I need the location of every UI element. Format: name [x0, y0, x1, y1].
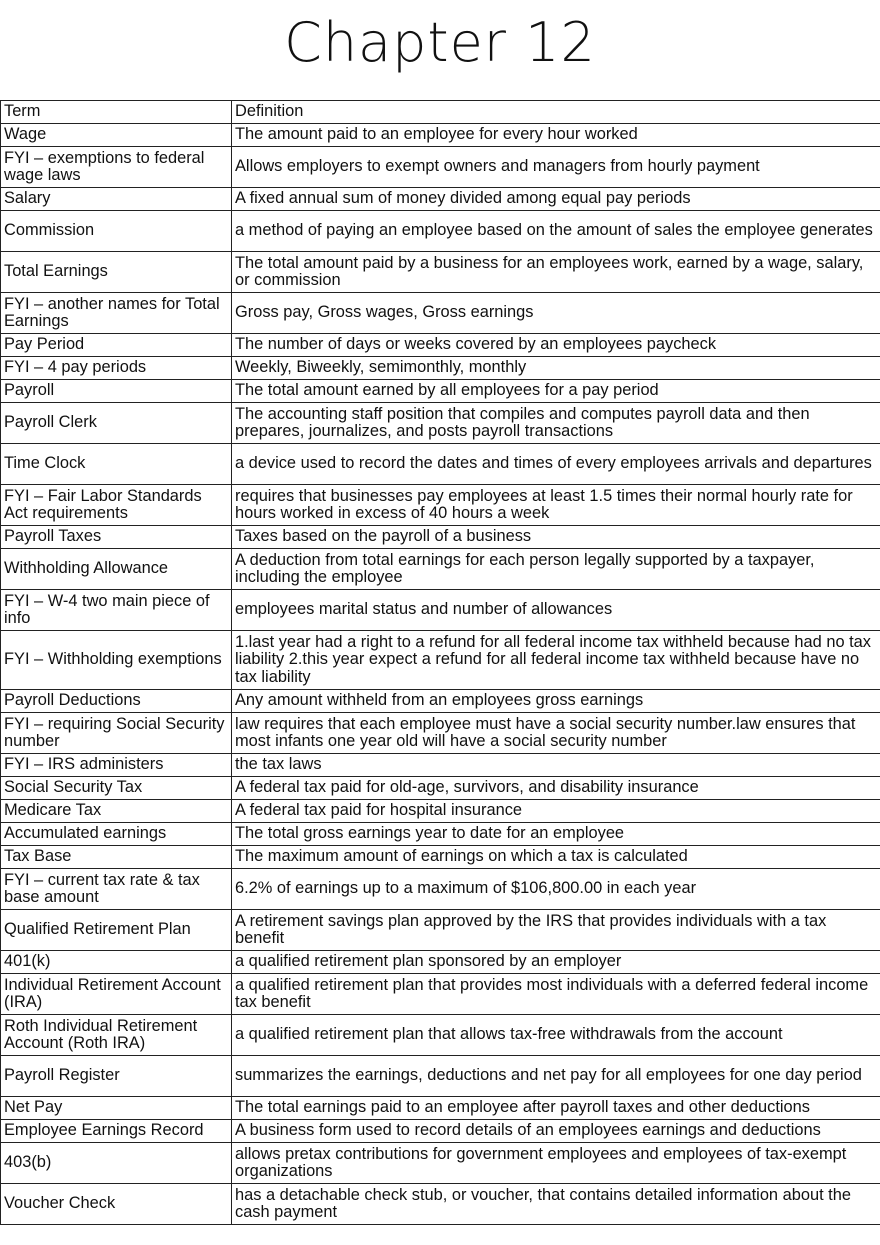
definition-cell: a method of paying an employee based on the amount of sales the employee generates — [232, 211, 880, 252]
term-cell: Payroll Taxes — [1, 526, 232, 549]
table-row — [1, 293, 880, 334]
term-cell: FYI – requiring Social Security number — [1, 713, 232, 754]
definition-cell: Weekly, Biweekly, semimonthly, monthly — [232, 357, 880, 380]
table-row — [1, 147, 880, 188]
table-row — [1, 1120, 880, 1143]
table-row — [1, 910, 880, 951]
term-cell: FYI – IRS administers — [1, 754, 232, 777]
table-header-row — [1, 101, 880, 124]
table-row — [1, 188, 880, 211]
definition-cell: The accounting staff position that compiles and computes payroll data and then prepares, journalizes, and posts payroll transactions — [232, 403, 880, 444]
table-row — [1, 211, 880, 252]
table-row — [1, 974, 880, 1015]
term-cell: Payroll Deductions — [1, 690, 232, 713]
definition-cell: 1.last year had a right to a refund for all federal income tax withheld because had no tax liability 2.this year expect a refund for all federal income tax withheld because have no tax liability — [232, 631, 880, 690]
term-cell: Qualified Retirement Plan — [1, 910, 232, 951]
definition-cell: The amount paid to an employee for every hour worked — [232, 124, 880, 147]
page-title: Chapter 12 — [284, 11, 596, 74]
term-cell: FYI – W-4 two main piece of info — [1, 590, 232, 631]
definition-cell: has a detachable check stub, or voucher, that contains detailed information about the cash payment — [232, 1184, 880, 1225]
table-row — [1, 1184, 880, 1225]
definition-cell: the tax laws — [232, 754, 880, 777]
definition-cell: allows pretax contributions for government employees and employees of tax-exempt organizations — [232, 1143, 880, 1184]
definition-cell: The total amount paid by a business for an employees work, earned by a wage, salary, or commission — [232, 252, 880, 293]
definition-cell: A business form used to record details of an employees earnings and deductions — [232, 1120, 880, 1143]
definition-cell: a qualified retirement plan sponsored by an employer — [232, 951, 880, 974]
table-row — [1, 754, 880, 777]
term-cell: Tax Base — [1, 846, 232, 869]
term-cell: Time Clock — [1, 444, 232, 485]
term-cell: FYI – 4 pay periods — [1, 357, 232, 380]
term-cell: Payroll Clerk — [1, 403, 232, 444]
table-row — [1, 549, 880, 590]
table-row — [1, 1097, 880, 1120]
definition-cell: A fixed annual sum of money divided among equal pay periods — [232, 188, 880, 211]
term-cell: Commission — [1, 211, 232, 252]
table-row — [1, 690, 880, 713]
term-cell: FYI – current tax rate & tax base amount — [1, 869, 232, 910]
term-cell: Roth Individual Retirement Account (Roth IRA) — [1, 1015, 232, 1056]
definition-cell: requires that businesses pay employees at least 1.5 times their normal hourly rate for hours worked in excess of 40 hours a week — [232, 485, 880, 526]
definition-cell: summarizes the earnings, deductions and net pay for all employees for one day period — [232, 1056, 880, 1097]
definition-column-header: Definition — [232, 101, 880, 124]
table-row — [1, 485, 880, 526]
glossary-table — [0, 100, 880, 1225]
table-row — [1, 869, 880, 910]
table-row — [1, 846, 880, 869]
definition-cell: A federal tax paid for old-age, survivors, and disability insurance — [232, 777, 880, 800]
term-cell: FYI – exemptions to federal wage laws — [1, 147, 232, 188]
term-cell: Withholding Allowance — [1, 549, 232, 590]
glossary-body — [1, 101, 880, 1225]
term-cell: Total Earnings — [1, 252, 232, 293]
term-cell: Social Security Tax — [1, 777, 232, 800]
definition-cell: Taxes based on the payroll of a business — [232, 526, 880, 549]
definition-cell: Allows employers to exempt owners and managers from hourly payment — [232, 147, 880, 188]
term-cell: Employee Earnings Record — [1, 1120, 232, 1143]
definition-cell: A deduction from total earnings for each person legally supported by a taxpayer, including the employee — [232, 549, 880, 590]
term-column-header: Term — [1, 101, 232, 124]
table-row — [1, 1056, 880, 1097]
table-row — [1, 380, 880, 403]
definition-cell: A retirement savings plan approved by the IRS that provides individuals with a tax benefit — [232, 910, 880, 951]
table-row — [1, 800, 880, 823]
term-cell: Pay Period — [1, 334, 232, 357]
table-row — [1, 631, 880, 690]
term-cell: Accumulated earnings — [1, 823, 232, 846]
term-cell: Net Pay — [1, 1097, 232, 1120]
definition-cell: The total earnings paid to an employee after payroll taxes and other deductions — [232, 1097, 880, 1120]
definition-cell: a qualified retirement plan that provides most individuals with a deferred federal income tax benefit — [232, 974, 880, 1015]
table-row — [1, 526, 880, 549]
table-row — [1, 334, 880, 357]
table-row — [1, 252, 880, 293]
definition-cell: a qualified retirement plan that allows tax-free withdrawals from the account — [232, 1015, 880, 1056]
definition-cell: The total amount earned by all employees for a pay period — [232, 380, 880, 403]
definition-cell: 6.2% of earnings up to a maximum of $106,800.00 in each year — [232, 869, 880, 910]
definition-cell: a device used to record the dates and times of every employees arrivals and departures — [232, 444, 880, 485]
term-cell: 403(b) — [1, 1143, 232, 1184]
term-cell: Wage — [1, 124, 232, 147]
definition-cell: The total gross earnings year to date for an employee — [232, 823, 880, 846]
term-cell: FYI – another names for Total Earnings — [1, 293, 232, 334]
table-row — [1, 124, 880, 147]
table-row — [1, 951, 880, 974]
table-row — [1, 403, 880, 444]
term-cell: Payroll — [1, 380, 232, 403]
table-row — [1, 823, 880, 846]
definition-cell: employees marital status and number of allowances — [232, 590, 880, 631]
term-cell: Salary — [1, 188, 232, 211]
table-row — [1, 357, 880, 380]
table-row — [1, 777, 880, 800]
table-row — [1, 1143, 880, 1184]
term-cell: FYI – Fair Labor Standards Act requirements — [1, 485, 232, 526]
definition-cell: Any amount withheld from an employees gross earnings — [232, 690, 880, 713]
term-cell: 401(k) — [1, 951, 232, 974]
term-cell: FYI – Withholding exemptions — [1, 631, 232, 690]
table-row — [1, 713, 880, 754]
definition-cell: A federal tax paid for hospital insurance — [232, 800, 880, 823]
term-cell: Voucher Check — [1, 1184, 232, 1225]
definition-cell: The maximum amount of earnings on which a tax is calculated — [232, 846, 880, 869]
term-cell: Individual Retirement Account (IRA) — [1, 974, 232, 1015]
term-cell: Medicare Tax — [1, 800, 232, 823]
definition-cell: The number of days or weeks covered by an employees paycheck — [232, 334, 880, 357]
table-row — [1, 444, 880, 485]
term-cell: Payroll Register — [1, 1056, 232, 1097]
definition-cell: law requires that each employee must have a social security number.law ensures that most infants one year old will have a social security number — [232, 713, 880, 754]
table-row — [1, 1015, 880, 1056]
table-row — [1, 590, 880, 631]
definition-cell: Gross pay, Gross wages, Gross earnings — [232, 293, 880, 334]
